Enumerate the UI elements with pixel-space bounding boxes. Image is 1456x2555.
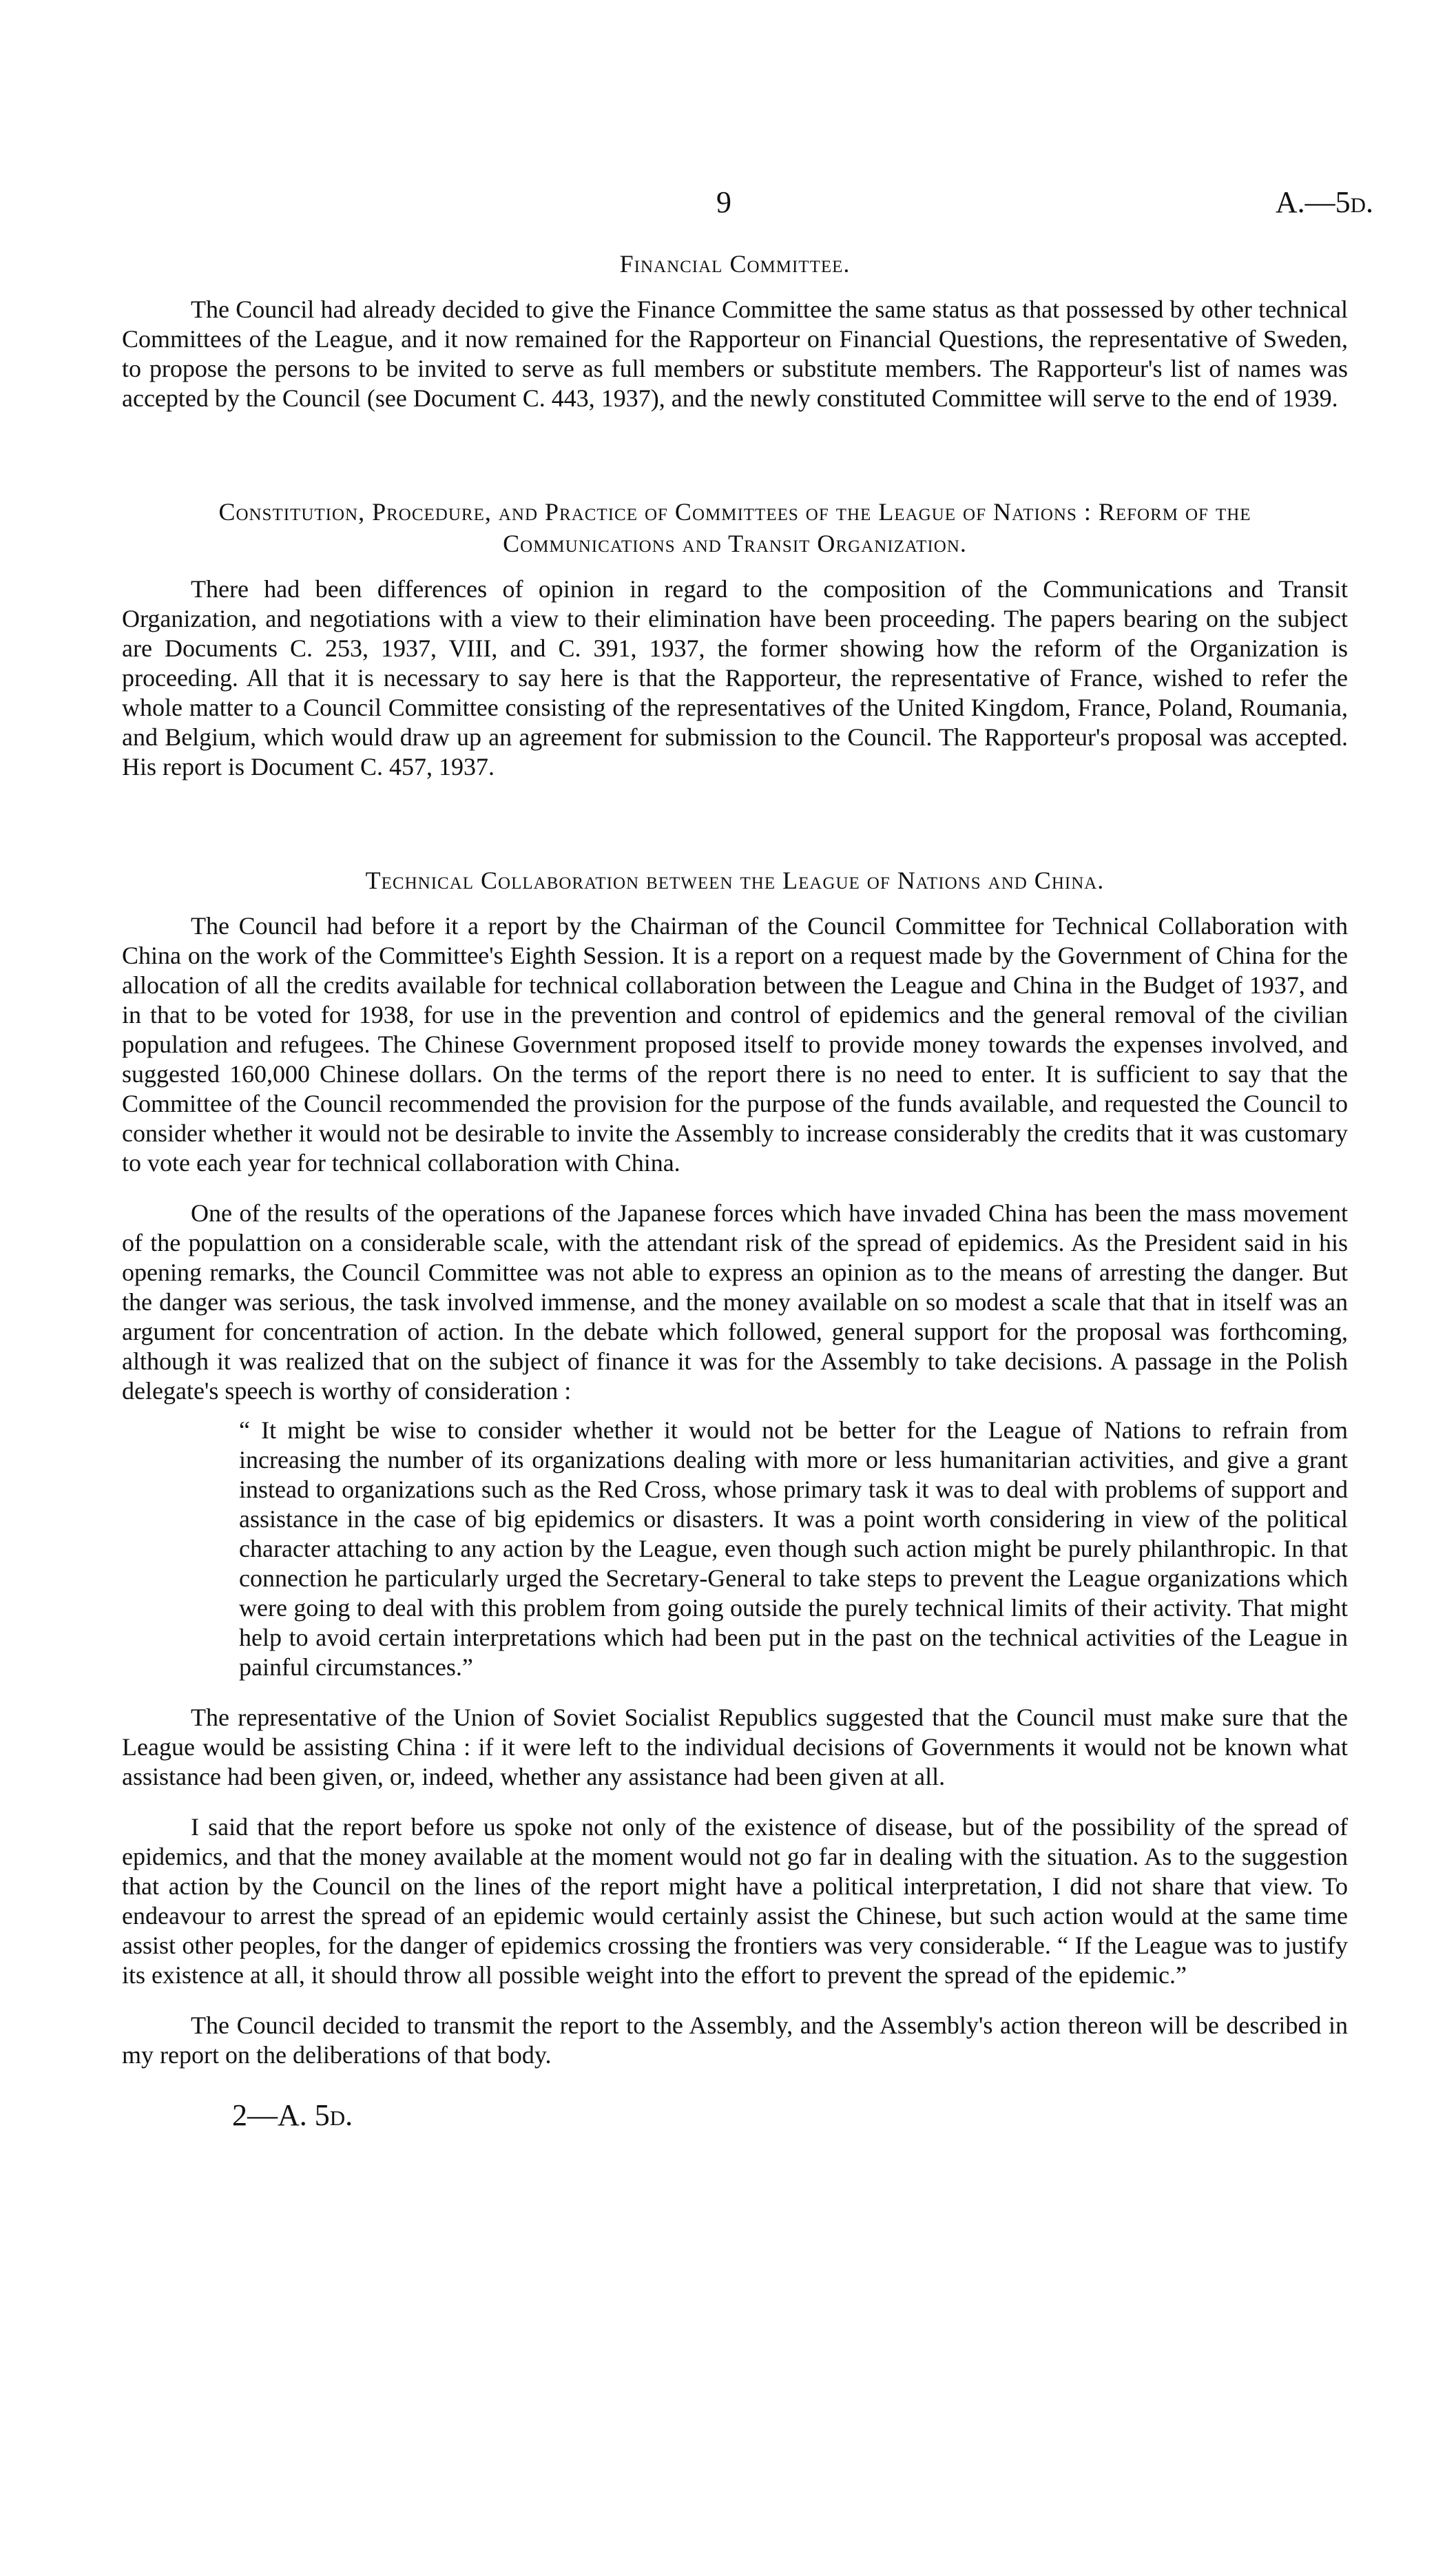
section-title: Financial Committee. (619, 250, 851, 278)
section-title: Technical Collaboration between the League of Nations and China. (365, 867, 1105, 894)
document-reference: A.—5d. (1275, 185, 1373, 219)
paragraph: The Council had already decided to give the Finance Committee the same status as that possessed by other technical Committees of the League, and it now remained for the Rapporteur on Financial Questions, the representative of Sweden, to propose the persons to be invited to serve as full members or substitute members. The Rapporteur's list of names was accepted by the Council (see Document C. 443, 1937), and the newly constituted Committee will serve to the end of 1939. (122, 296, 1348, 412)
section-title: Constitution, Procedure, and Practice of Committees of the League of Nations : Reform of the Communications and Transit Organization. (218, 498, 1251, 557)
section-financial-committee (122, 248, 1348, 413)
section-technical-collaboration (122, 865, 1348, 2070)
document-body (122, 248, 1348, 2133)
paragraph: The representative of the Union of Soviet Socialist Republics suggested that the Council must make sure that the League would be assisting China : if it were left to the individual decisions of Governments it would not be known what assistance had been given, or, indeed, whether any assistance had been given at all. (122, 1704, 1348, 1790)
paragraph: One of the results of the operations of the Japanese forces which have invaded China has been the mass movement of the populattion on a considerable scale, with the attendant risk of the spread of epidemics. As the President said in his opening remarks, the Council Committee was not able to express an opinion as to the means of arresting the danger. But the danger was serious, the task involved immense, and the money available on so modest a scale that that in itself was an argument for concentration of action. In the debate which followed, general support for the proposal was forthcoming, although it was realized that on the subject of finance it was for the Assembly to take decisions. A passage in the Polish delegate's speech is worthy of consideration : (122, 1199, 1348, 1405)
paragraph: There had been differences of opinion in regard to the composition of the Communications and Transit Organization, and negotiations with a view to their elimination have been proceeding. The papers bearing on the subject are Documents C. 253, 1937, VIII, and C. 391, 1937, the former showing how the reform of the Organization is proceeding. All that it is necessary to say here is that the Rapporteur, the representative of France, wished to refer the whole matter to a Council Committee consisting of the representatives of the United Kingdom, France, Poland, Roumania, and Belgium, which would draw up an agreement for submission to the Council. The Rapporteur's proposal was accepted. His report is Document C. 457, 1937. (122, 575, 1348, 780)
block-quote: “ It might be wise to consider whether it would not be better for the League of Nations to refrain from increasing the number of its organizations dealing with more or less humanitarian activities, and give a grant instead to organizations such as the Red Cross, whose primary task it was to deal with problems of support and assistance in the case of big epidemics or disasters. It was a point worth considering in view of the political character attaching to any action by the League, even though such action might be purely philanthropic. In that connection he particularly urged the Secretary-General to take steps to prevent the League organizations which were going to deal with this problem from going outside the purely technical limits of their activity. That might help to avoid certain interpretations which had been put in the past on the technical activities of the League in painful circumstances.” (239, 1416, 1348, 1681)
page-number: 9 (716, 185, 731, 219)
section-committee-reform (122, 496, 1348, 782)
paragraph: The Council had before it a report by the Chairman of the Council Committee for Technical Collaboration with China on the work of the Committee's Eighth Session. It is a report on a request made by the Government of China for the allocation of all the credits available for technical collaboration between the League and China in the Budget of 1937, and in that to be voted for 1938, for use in the prevention and control of epidemics and the general removal of the civilian population and refugees. The Chinese Government proposed itself to provide money towards the expenses involved, and suggested 160,000 Chinese dollars. On the terms of the report there is no need to enter. It is sufficient to say that the Committee of the Council recommended the provision for the purpose of the funds available, and requested the Council to consider whether it would not be desirable to invite the Assembly to increase considerably the credits that it was customary to vote each year for technical collaboration with China. (122, 912, 1348, 1177)
paragraph: The Council decided to transmit the report to the Assembly, and the Assembly's action thereon will be described in my report on the deliberations of that body. (122, 2011, 1348, 2069)
paragraph: I said that the report before us spoke not only of the existence of disease, but of the possibility of the spread of epidemics, and that the money available at the moment would not go far in dealing with the situation. As to the suggestion that action by the Council on the lines of the report might have a political interpretation, I did not share that view. To endeavour to arrest the spread of an epidemic would certainly assist the Chinese, but such action would at the same time assist other peoples, for the danger of epidemics crossing the frontiers was very considerable. “ If the League was to justify its existence at all, it should throw all possible weight into the effort to prevent the spread of the epidemic.” (122, 1813, 1348, 1989)
footer-signature: 2—A. 5d. (232, 2098, 353, 2132)
